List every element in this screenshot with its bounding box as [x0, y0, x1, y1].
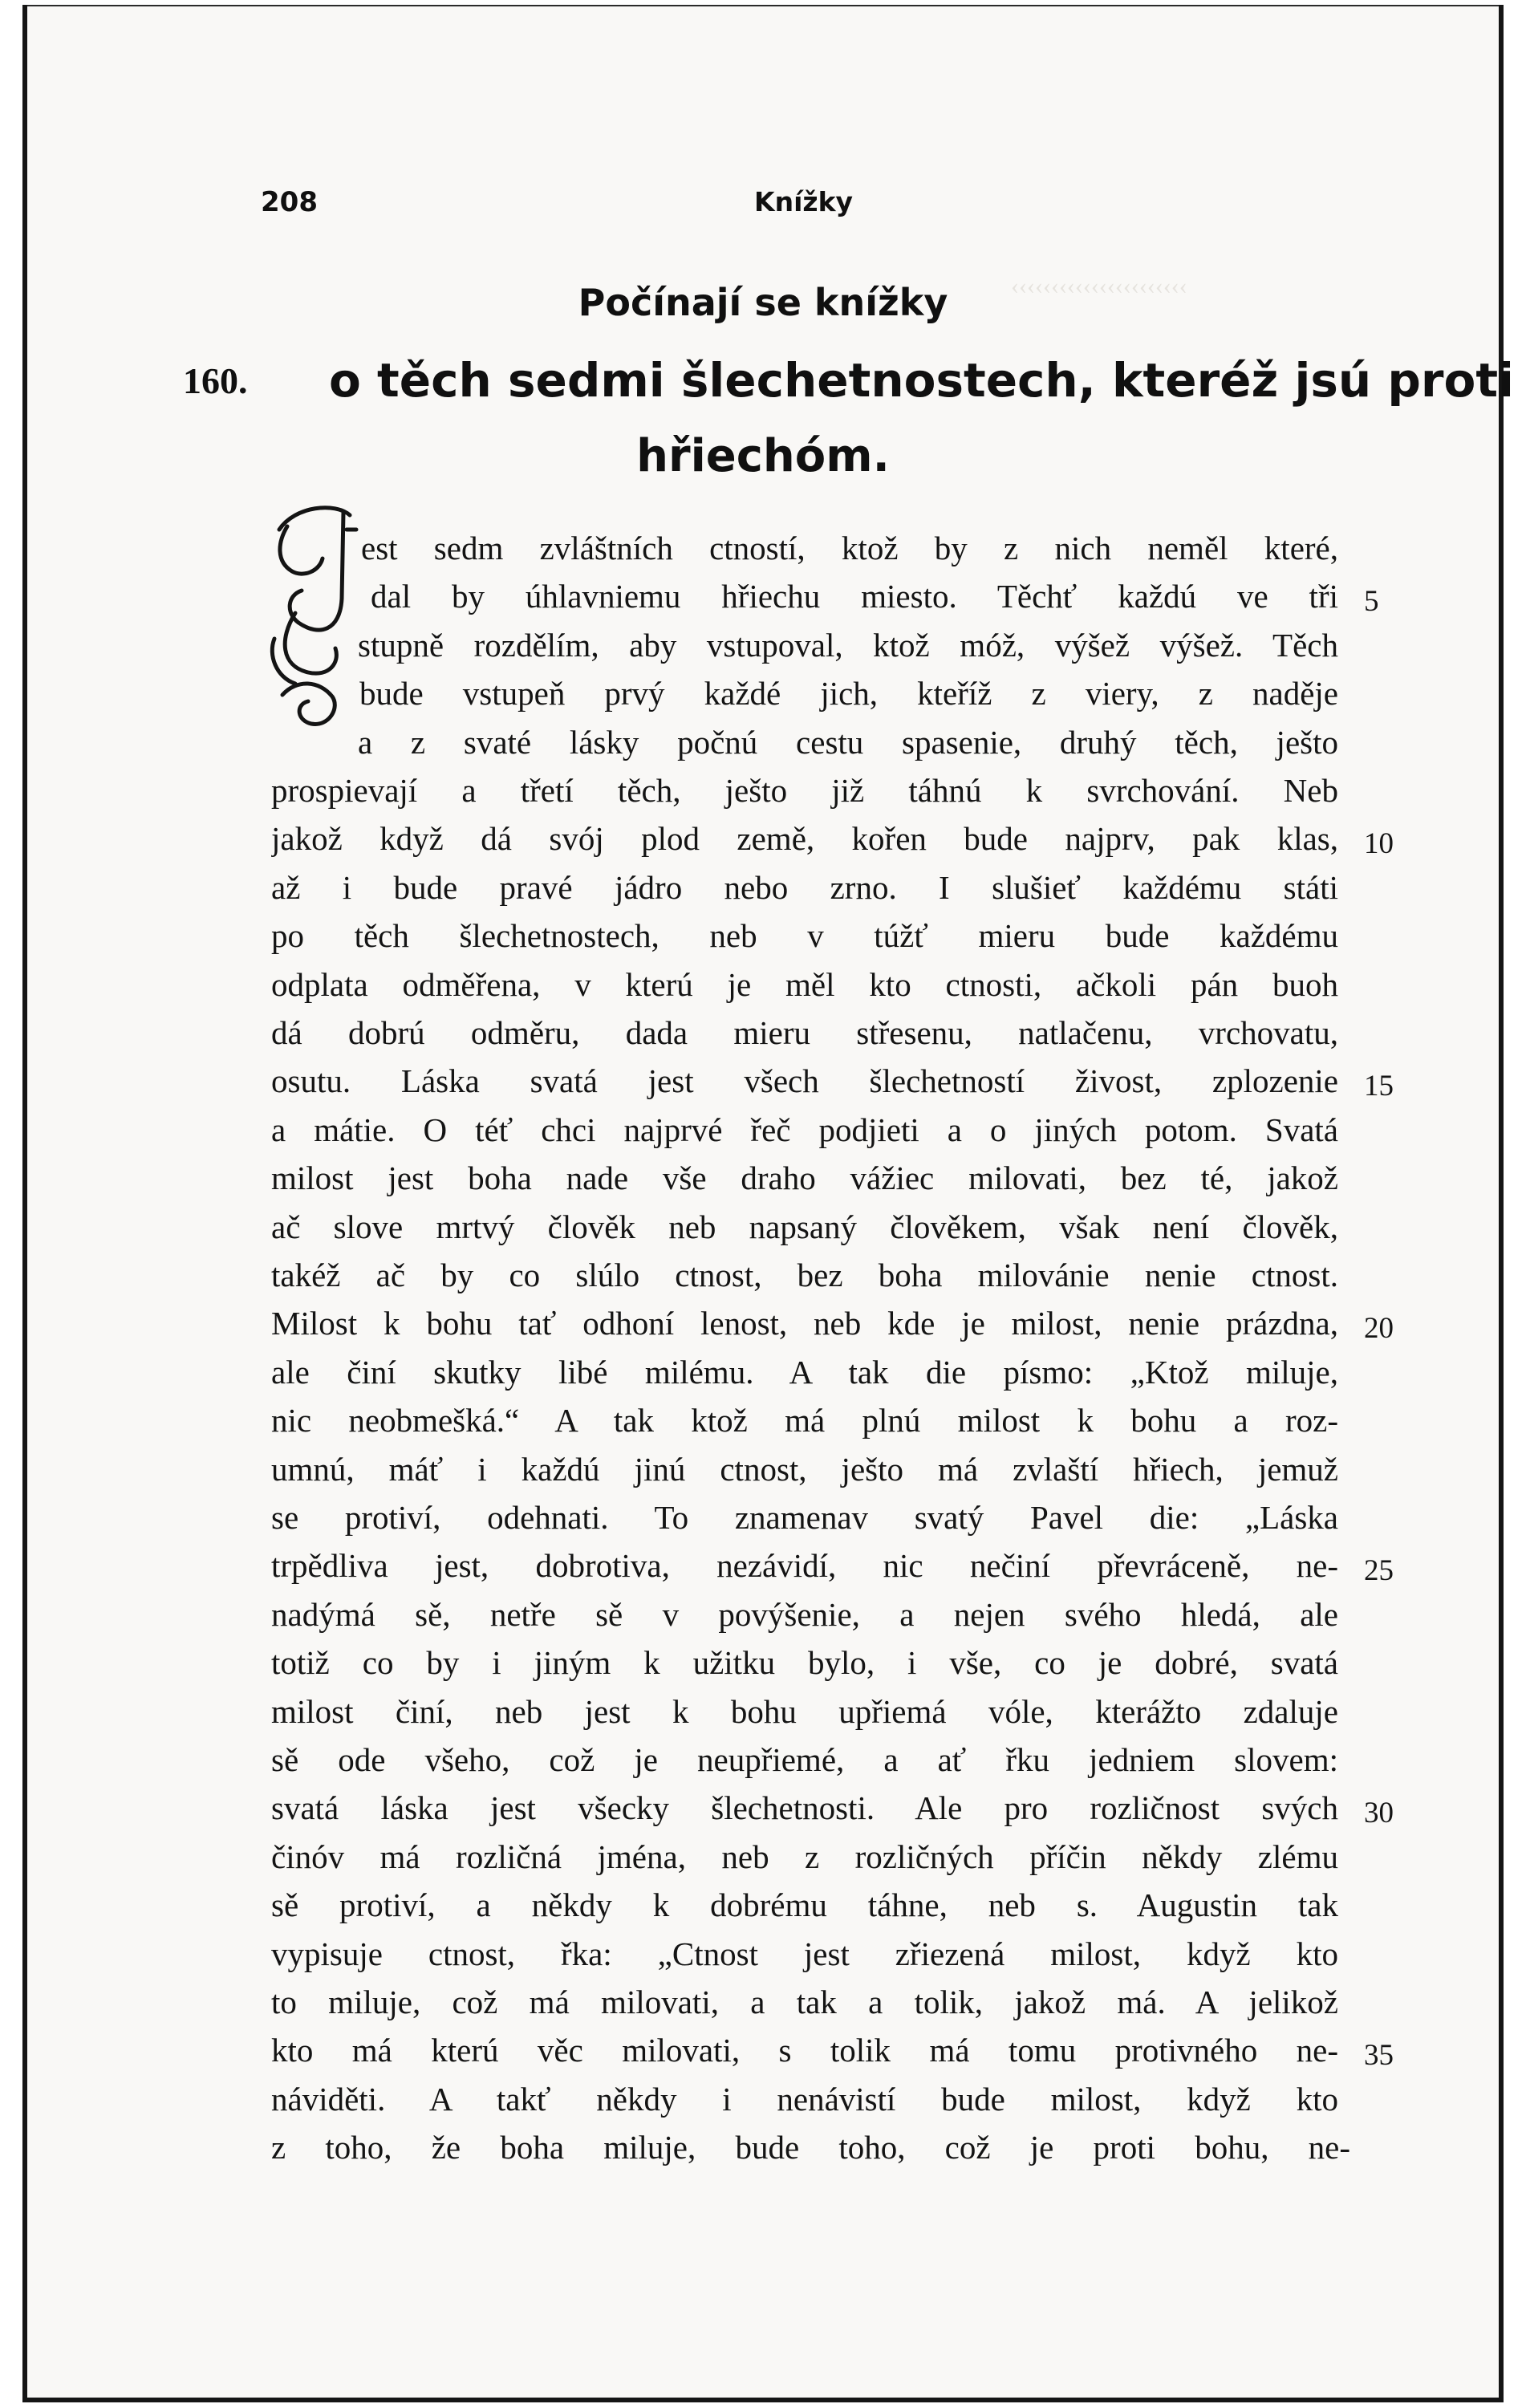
line-number: 20 [1364, 1312, 1394, 1345]
bleed-through-text: ‹‹‹‹‹‹‹‹‹‹‹‹‹‹‹‹‹‹‹‹‹‹ [1011, 273, 1187, 299]
text-line: nadýmá sě, netře sě v povýšenie, a nejen svého hledá, ale [271, 1596, 1338, 1633]
line-number: 25 [1364, 1554, 1394, 1587]
text-line: trpědliva jest, dobrotiva, nezávidí, nic nečiní převráceně, ne- [271, 1547, 1338, 1584]
text-line: dá dobrú odměru, dada mieru střesenu, natlačenu, vrchovatu, [271, 1014, 1338, 1051]
text-line: milost jest boha nade vše draho vážiec milovati, bez té, jakož [271, 1159, 1338, 1196]
text-line: svatá láska jest všecky šlechetnosti. Ale pro rozličnost svých [271, 1789, 1338, 1826]
text-line: ale činí skutky libé milému. A tak die písmo: „Ktož miluje, [271, 1354, 1338, 1391]
heading-line-3: hřiechóm. [636, 430, 890, 482]
text-line: a mátie. O téť chci najprvé řeč podjieti a o jiných potom. Svatá [271, 1111, 1338, 1148]
page-number: 208 [261, 186, 318, 218]
decorated-initial-J [263, 494, 359, 735]
line-number: 15 [1364, 1070, 1394, 1102]
text-line: a z svaté lásky počnú cestu spasenie, druhý těch, ješto [358, 724, 1338, 761]
text-line: dal by úhlavniemu hřiechu miesto. Těchť každú ve tři [371, 578, 1338, 615]
top-rule [27, 5, 1499, 6]
heading-line-2: o těch sedmi šlechetnostech, kteréž jsú proti [329, 353, 1514, 408]
text-line: milost činí, neb jest k bohu upřiemá vóle, kterážto zdaluje [271, 1693, 1338, 1730]
text-line: nic neobmešká.“ A tak ktož má plnú milost k bohu a roz- [271, 1402, 1338, 1439]
text-line: kto má kterú věc milovati, s tolik má tomu protivného ne- [271, 2032, 1338, 2069]
text-line: totiž co by i jiným k užitku bylo, i vše, co je dobré, svatá [271, 1644, 1338, 1681]
line-number: 10 [1364, 827, 1394, 860]
text-line: ač slove mrtvý člověk neb napsaný člověkem, však není člověk, [271, 1208, 1338, 1245]
text-line: se protiví, odehnati. To znamenav svatý Pavel die: „Láska [271, 1499, 1338, 1536]
text-line: est sedm zvláštních ctností, ktož by z nich neměl které, [361, 530, 1338, 566]
running-head-title: Knížky [754, 186, 854, 217]
text-line: vypisuje ctnost, řka: „Ctnost jest zřiezená milost, když kto [271, 1935, 1338, 1972]
text-line: osutu. Láska svatá jest všech šlechetností živost, zplozenie [271, 1062, 1338, 1099]
text-line: prospievají a třetí těch, ješto již táhnú k svrchování. Neb [271, 772, 1338, 809]
text-line: náviděti. A takť někdy i nenávistí bude milost, když kto [271, 2081, 1338, 2118]
text-line: odplata odměřena, v kterú je měl kto ctnosti, ačkoli pán buoh [271, 966, 1338, 1003]
text-line: jakož když dá svój plod země, kořen bude najprv, pak klas, [271, 820, 1338, 857]
text-line: umnú, máť i každú jinú ctnost, ješto má zvlaští hřiech, jemuž [271, 1451, 1338, 1488]
line-number: 5 [1364, 585, 1379, 618]
text-line: sě protiví, a někdy k dobrému táhne, neb s. Augustin tak [271, 1886, 1338, 1923]
text-line: Milost k bohu tať odhoní lenost, neb kde je milost, nenie prázdna, [271, 1305, 1338, 1342]
heading-line-1: Počínají se knížky [578, 281, 948, 324]
text-line: až i bude pravé jádro nebo zrno. I slušieť každému státi [271, 869, 1338, 906]
text-line: činóv má rozličná jména, neb z rozličných příčin někdy zlému [271, 1838, 1338, 1875]
text-line: stupně rozdělím, aby vstupoval, ktož móž, výšež výšež. Těch [358, 627, 1338, 664]
text-line: takéž ač by co slúlo ctnost, bez boha milovánie nenie ctnost. [271, 1257, 1338, 1293]
text-line: to miluje, což má milovati, a tak a tolik, jakož má. A jelikož [271, 1984, 1338, 2020]
text-line: bude vstupeň prvý každé jich, kteříž z viery, z naděje [359, 675, 1338, 712]
section-number: 160. [183, 360, 248, 401]
line-number: 35 [1364, 2039, 1394, 2072]
text-line: po těch šlechetnostech, neb v túžť mieru bude každému [271, 917, 1338, 954]
text-line: z toho, že boha miluje, bude toho, což je proti bohu, ne- [271, 2129, 1350, 2166]
text-line: sě ode všeho, což je neupřiemé, a ať řku jedniem slovem: [271, 1741, 1338, 1778]
line-number: 30 [1364, 1797, 1394, 1829]
